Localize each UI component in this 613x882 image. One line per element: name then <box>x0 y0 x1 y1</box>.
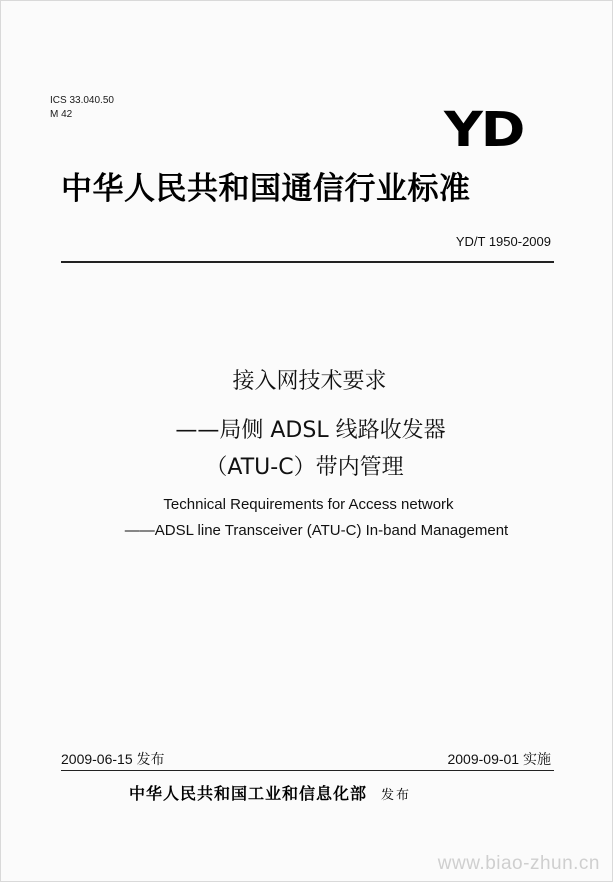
cn-title-line3: （ATU-C）带内管理 <box>205 455 404 480</box>
standard-number: YD/T 1950-2009 <box>455 234 551 249</box>
classification-codes <box>50 94 114 122</box>
ics-code: ICS 33.040.50 <box>50 95 114 106</box>
issuer-suffix: 发布 <box>381 788 412 803</box>
release-date: 2009-06-15 发布 <box>61 751 165 767</box>
yd-logo: YD <box>444 102 524 158</box>
watermark: www.biao-zhun.cn <box>437 853 600 874</box>
standard-title: 中华人民共和国通信行业标准 <box>61 171 471 207</box>
footer-divider <box>61 770 554 771</box>
issuer <box>129 781 411 804</box>
cn-title-line1: 接入网技术要求 <box>232 369 387 394</box>
category-code: M 42 <box>50 109 73 120</box>
en-title-line1: Technical Requirements for Access network <box>163 496 454 513</box>
en-title-line2: ——ADSL line Transceiver (ATU-C) In-band Management <box>124 522 509 539</box>
issuer-name: 中华人民共和国工业和信息化部 <box>129 784 368 803</box>
cn-title-line2: ——局侧 ADSL 线路收发器 <box>175 418 446 443</box>
implement-date: 2009-09-01 实施 <box>447 751 551 767</box>
header-divider <box>61 261 554 263</box>
